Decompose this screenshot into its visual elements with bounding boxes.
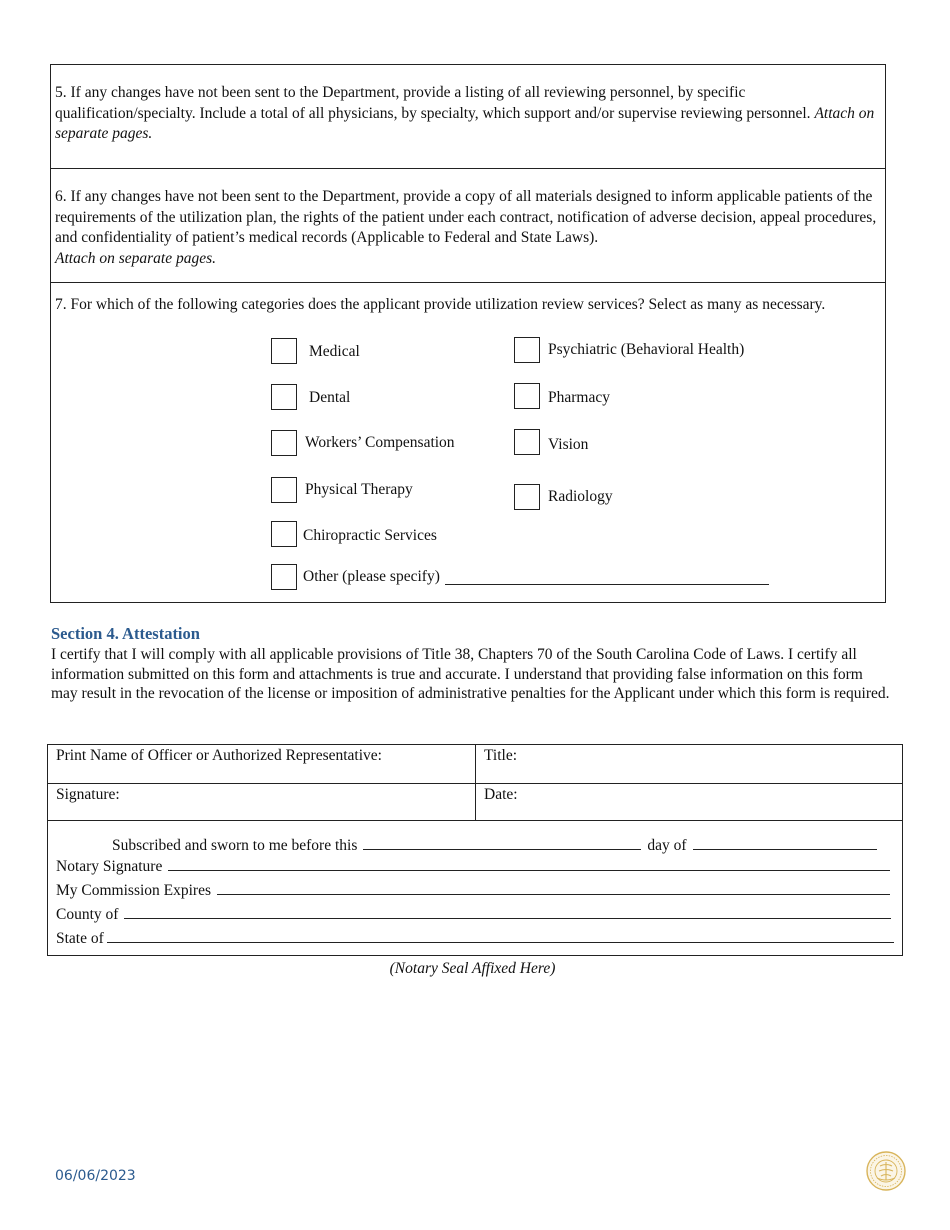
question-6-attach-note: Attach on separate pages. — [55, 249, 217, 267]
category-workers-compensation[interactable] — [271, 430, 455, 456]
category-psychiatric[interactable] — [514, 337, 744, 363]
other-label: Other (please specify) — [303, 568, 440, 585]
signature-cell[interactable] — [48, 784, 476, 821]
category-other[interactable] — [271, 564, 769, 590]
day-of-label: day of — [647, 837, 687, 854]
date-cell[interactable] — [476, 784, 903, 821]
vision-label: Vision — [548, 436, 589, 453]
category-physical-therapy[interactable] — [271, 477, 413, 503]
pharmacy-label: Pharmacy — [548, 389, 610, 406]
question-5-attach-note: Attach on separate pages. — [55, 104, 875, 142]
question-7-text: 7. For which of the following categories does the applicant provide utilization review services? Select as many as necessary. — [55, 296, 826, 313]
category-medical[interactable] — [271, 338, 360, 364]
notary-block — [47, 820, 903, 956]
radiology-label: Radiology — [548, 488, 613, 505]
other-checkbox[interactable] — [271, 564, 297, 590]
commission-row — [56, 882, 890, 900]
category-pharmacy[interactable] — [514, 383, 610, 409]
county-row — [56, 906, 891, 924]
question-5-text: 5. If any changes have not been sent to the Department, provide a listing of all reviewing personnel, by specific qualification/specialty. Include a total of all physicians, by specialty, which support and/or supervise reviewing personnel. Attach on separate pages. — [55, 84, 875, 142]
vision-checkbox[interactable] — [514, 429, 540, 455]
county-line[interactable] — [124, 906, 891, 919]
notary-seal-caption: (Notary Seal Affixed Here) — [389, 960, 556, 977]
county-label: County of — [56, 906, 119, 923]
commission-label: My Commission Expires — [56, 882, 212, 899]
medical-label: Medical — [309, 343, 360, 360]
question-6-box — [50, 168, 886, 283]
chiropractic-label: Chiropractic Services — [303, 527, 437, 544]
notary-signature-label: Notary Signature — [56, 858, 163, 875]
other-specify-line[interactable] — [445, 569, 769, 585]
state-label: State of — [56, 930, 104, 947]
category-chiropractic[interactable] — [271, 521, 437, 547]
title-label: Title: — [484, 747, 518, 764]
question-7-box — [50, 282, 886, 603]
state-line[interactable] — [107, 930, 894, 943]
psychiatric-checkbox[interactable] — [514, 337, 540, 363]
dental-checkbox[interactable] — [271, 384, 297, 410]
question-5-box — [50, 64, 886, 169]
workers-compensation-label: Workers’ Compensation — [305, 434, 455, 451]
date-label: Date: — [484, 786, 518, 803]
state-seal-icon — [866, 1151, 906, 1191]
section-4-title: Section 4. Attestation — [51, 624, 200, 643]
attestation-text: I certify that I will comply with all applicable provisions of Title 38, Chapters 70 of the South Carolina Code of Laws. I certify all information submitted on this form and attachments is true and accurate. I understand that providing false information on this form may result in the revocation of the license or imposition of administrative penalties for the Applicant under which this form is required. — [51, 646, 890, 702]
print-name-label: Print Name of Officer or Authorized Representative: — [56, 747, 382, 764]
medical-checkbox[interactable] — [271, 338, 297, 364]
chiropractic-checkbox[interactable] — [271, 521, 297, 547]
subscribed-row — [112, 834, 902, 855]
footer-date: 06/06/2023 — [55, 1168, 136, 1184]
physical-therapy-checkbox[interactable] — [271, 477, 297, 503]
pharmacy-checkbox[interactable] — [514, 383, 540, 409]
dental-label: Dental — [309, 389, 351, 406]
category-vision[interactable] — [514, 429, 588, 455]
signature-label: Signature: — [56, 786, 120, 803]
question-6-text: 6. If any changes have not been sent to the Department, provide a copy of all materials designed to inform applicable patients of the requirements of the utilization plan, the rights of the patient under each contract, notification of adverse decision, appeal procedures, and confidentiality of patient’s medical records (Applicable to Federal and State Laws). Attach on separate pages. — [55, 188, 877, 267]
category-dental[interactable] — [271, 384, 350, 410]
radiology-checkbox[interactable] — [514, 484, 540, 510]
notary-signature-row — [56, 858, 890, 876]
commission-line[interactable] — [217, 882, 890, 895]
signature-table — [47, 744, 903, 821]
day-of-line[interactable] — [693, 834, 877, 850]
physical-therapy-label: Physical Therapy — [305, 481, 413, 498]
subscribed-label: Subscribed and sworn to me before this — [112, 837, 358, 854]
subscribed-date-line[interactable] — [363, 834, 641, 850]
state-row — [56, 930, 894, 948]
notary-signature-line[interactable] — [168, 858, 890, 871]
print-name-cell[interactable] — [48, 745, 476, 784]
category-radiology[interactable] — [514, 484, 613, 510]
workers-compensation-checkbox[interactable] — [271, 430, 297, 456]
title-cell[interactable] — [476, 745, 903, 784]
psychiatric-label: Psychiatric (Behavioral Health) — [548, 341, 745, 358]
